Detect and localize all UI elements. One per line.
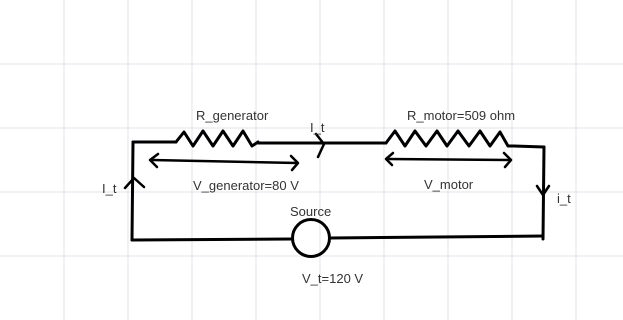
source-symbol bbox=[293, 220, 330, 257]
r-motor-label: R_motor=509 ohm bbox=[407, 108, 516, 123]
v-motor-label: V_motor bbox=[424, 177, 474, 192]
motor-resistor bbox=[386, 131, 514, 146]
wire-bottom-left bbox=[132, 239, 292, 240]
current-right-label: i_t bbox=[557, 191, 571, 206]
v-total-label: V_t=120 V bbox=[302, 271, 364, 286]
wire-left bbox=[132, 142, 133, 240]
wire-bottom-right bbox=[330, 236, 543, 238]
v-generator-arrow bbox=[152, 160, 297, 163]
current-left-label: I_t bbox=[102, 181, 117, 196]
v-motor-arrow bbox=[387, 159, 511, 160]
wire-top-right bbox=[514, 146, 544, 147]
source-label: Source bbox=[290, 204, 332, 219]
current-top-label: I_t bbox=[310, 120, 325, 135]
v-generator-label: V_generator=80 V bbox=[193, 178, 299, 193]
generator-resistor bbox=[176, 131, 258, 146]
r-generator-label: R_generator bbox=[196, 108, 269, 123]
